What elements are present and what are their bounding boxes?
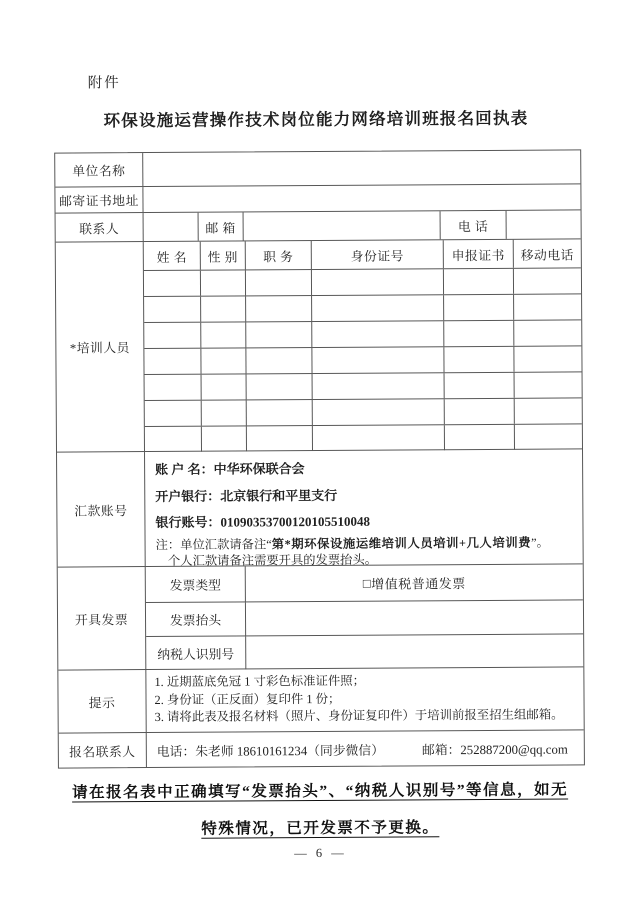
trainee-empty-cell	[312, 269, 444, 295]
trainee-empty-row	[144, 319, 581, 348]
trainee-empty-cell	[515, 398, 582, 423]
remittance-note-bold: 第*期环保设施运维培训人员培训+几人培训费	[271, 535, 532, 551]
email-value-cell	[244, 211, 441, 240]
invoice-row	[58, 563, 584, 669]
invoice-type-value: 增值税普通发票	[371, 576, 466, 592]
unit-name-value-cell	[143, 150, 580, 186]
remittance-note-prefix: 注：单位汇款请备注“	[155, 536, 272, 552]
trainee-col-name: 姓 名	[144, 242, 201, 270]
trainee-col-certificate: 申报证书	[444, 240, 514, 268]
trainee-empty-row	[145, 423, 582, 452]
trainee-empty-cell	[445, 425, 515, 450]
remittance-account-name: 账 户 名：中华环保联合会	[155, 461, 305, 477]
trainee-empty-cell	[312, 321, 444, 347]
remittance-label: 汇款账号	[57, 452, 146, 567]
tips-content	[146, 667, 583, 732]
trainee-empty-cell	[202, 426, 247, 451]
invoice-title-label: 发票抬头	[146, 602, 246, 636]
trainee-empty-cell	[444, 321, 514, 346]
trainee-empty-cell	[515, 372, 582, 397]
taxpayer-id-label: 纳税人识别号	[146, 636, 246, 670]
mailing-address-label: 邮寄证书地址	[55, 187, 143, 213]
trainee-empty-cell	[247, 374, 313, 399]
trainee-empty-cell	[444, 269, 514, 294]
registration-contact-label: 报名联系人	[59, 733, 147, 768]
trainee-empty-cell	[445, 399, 515, 424]
trainee-empty-cell	[312, 295, 444, 321]
remittance-note	[156, 534, 575, 553]
tips-label: 提示	[58, 670, 146, 733]
taxpayer-id-row	[146, 633, 583, 670]
contact-row	[56, 209, 581, 241]
trainee-empty-row	[145, 397, 582, 426]
invoice-title-value-cell	[246, 600, 583, 635]
document-title: 环保设施运营操作技术岗位能力网络培训班报名回执表	[103, 108, 529, 131]
trainee-empty-cell	[444, 295, 514, 320]
trainee-empty-cell	[201, 296, 246, 321]
contact-value-cell	[144, 213, 199, 241]
trainee-empty-cell	[144, 297, 201, 322]
unit-name-label: 单位名称	[55, 153, 143, 187]
trainee-empty-cell	[514, 294, 581, 319]
trainee-empty-cell	[312, 347, 444, 373]
invoice-type-value-cell	[246, 564, 583, 601]
trainee-empty-cell	[201, 348, 246, 373]
trainee-empty-cell	[144, 271, 201, 296]
trainee-empty-cell	[514, 268, 581, 293]
trainee-empty-row	[144, 345, 581, 374]
trainee-empty-cell	[445, 373, 515, 398]
trainee-col-position: 职 务	[246, 241, 312, 269]
trainee-table	[144, 239, 582, 451]
trainee-empty-cell	[201, 270, 246, 295]
mailing-address-value-cell	[143, 184, 580, 212]
phone-value-cell	[507, 210, 581, 238]
trainee-empty-cell	[145, 401, 202, 426]
trainee-header-row	[144, 239, 581, 270]
invoice-type-row	[146, 564, 583, 602]
invoice-label: 开具发票	[58, 567, 147, 670]
trainees-label: *培训人员	[56, 242, 145, 452]
trainee-col-id-number: 身份证号	[312, 240, 444, 269]
trainee-empty-cell	[313, 373, 445, 399]
remittance-note-suffix: ”。	[531, 535, 549, 550]
trainee-col-gender: 性 别	[201, 241, 246, 269]
attachment-label: 附件	[87, 75, 121, 92]
trainee-empty-cell	[444, 347, 514, 372]
trainee-empty-cell	[202, 374, 247, 399]
invoice-title-row	[146, 599, 583, 636]
trainee-empty-cell	[202, 400, 247, 425]
invoice-type-label: 发票类型	[146, 566, 246, 602]
trainee-empty-cell	[144, 349, 201, 374]
footer-note-line2: 特殊情况，已开发票不予更换。	[201, 819, 440, 838]
trainee-empty-cell	[246, 348, 312, 373]
footer-note-line1: 请在报名表中正确填写“发票抬头”、“纳税人识别号”等信息，如无	[72, 781, 569, 802]
trainee-empty-cell	[247, 426, 313, 451]
phone-label: 电 话	[441, 211, 507, 239]
trainee-empty-cell	[313, 425, 445, 451]
trainee-empty-cell	[247, 400, 313, 425]
remittance-note-line2: 个人汇款请备注需要开具的发票抬头。	[167, 552, 378, 568]
registration-form-table	[54, 149, 585, 768]
trainee-empty-cell	[145, 375, 202, 400]
trainee-empty-cell	[246, 296, 312, 321]
trainees-row	[56, 238, 582, 451]
footer-note	[2, 771, 636, 849]
trainee-empty-cell	[201, 322, 246, 347]
contact-label: 联系人	[56, 213, 144, 242]
tips-row	[58, 666, 583, 732]
tip-item: 1. 近期蓝底免冠 1 寸彩色标准证件照；	[154, 673, 366, 690]
trainee-empty-cell	[145, 427, 202, 452]
remittance-row	[57, 448, 583, 566]
trainee-empty-cell	[246, 322, 312, 347]
trainee-empty-cell	[144, 323, 201, 348]
trainee-empty-row	[145, 371, 582, 400]
registration-contact-email: 邮箱：252887200@qq.com	[421, 741, 568, 757]
unit-name-row	[55, 150, 580, 186]
registration-contact-content	[147, 730, 584, 767]
registration-contact-row	[59, 729, 584, 767]
registration-contact-phone: 电话：朱老师 18610161234（同步微信）	[156, 743, 385, 759]
mailing-address-row	[55, 183, 580, 212]
trainee-empty-row	[144, 293, 581, 322]
trainee-empty-cell	[515, 424, 582, 449]
page-number: — 6 —	[294, 845, 347, 861]
taxpayer-id-value-cell	[246, 634, 583, 669]
trainee-empty-cell	[246, 270, 312, 295]
remittance-account-number: 银行账号：01090353700120105510048	[155, 513, 370, 530]
invoice-subtable	[146, 564, 584, 669]
tip-item: 3. 请将此表及报名材料（照片、身份证复印件）于培训前报至招生组邮箱。	[154, 707, 564, 725]
email-label: 邮 箱	[199, 212, 244, 240]
vat-checkbox-icon: □	[362, 575, 372, 591]
trainee-empty-cell	[514, 346, 581, 371]
trainee-col-mobile: 移动电话	[520, 247, 574, 263]
trainee-empty-cell	[514, 320, 581, 345]
trainee-empty-row	[144, 267, 581, 296]
tip-item: 2. 身份证（正反面）复印件 1 份；	[154, 691, 341, 707]
remittance-content	[145, 449, 583, 566]
trainee-empty-cell	[313, 399, 445, 425]
remittance-bank: 开户银行：北京银行和平里支行	[155, 487, 338, 504]
